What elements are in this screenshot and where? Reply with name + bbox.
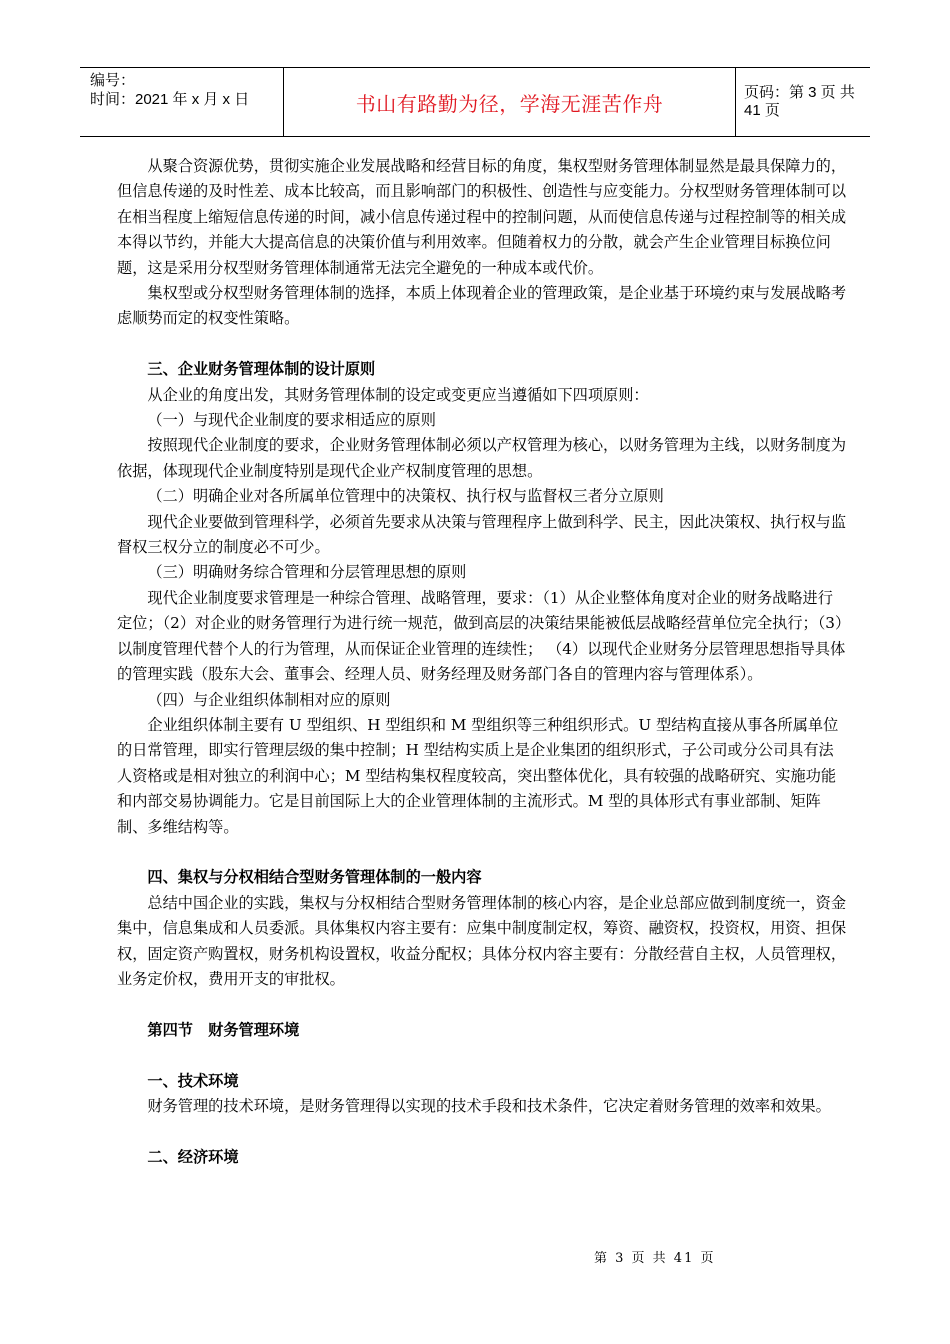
section-heading: 二、经济环境 (147, 1147, 239, 1166)
document-number-label: 编号： (90, 72, 136, 89)
header-right-cell (736, 68, 870, 136)
paragraph: 现代企业要做到管理科学，必须首先要求从决策与管理程序上做到科学、民主，因此决策权、执行权与监督权三权分立的制度必不可少。 (117, 512, 847, 557)
date-label: 时间：2021 年 x 月 x 日 (90, 91, 250, 108)
header-left-cell (80, 68, 283, 136)
document-body (117, 154, 847, 1170)
motto-text: 书山有路勤为径，学海无涯苦作舟 (355, 91, 664, 116)
page-header (80, 67, 870, 137)
paragraph: 现代企业制度要求管理是一种综合管理、战略管理，要求：（1）从企业整体角度对企业的财务战略进行定位；（2）对企业的财务管理行为进行统一规范，做到高层的决策结果能被低层战略经营单位完全执行；（3）以制度管理代替个人的行为管理，从而保证企业管理的连续性； （4）以现代企业财务分层管理思想指导具体的管理实践（股东大会、董事会、经理人员、财务经理及财务部门各自的管理内容与管理体系）。 (117, 588, 846, 684)
section-heading: 一、技术环境 (147, 1071, 239, 1090)
paragraph: 总结中国企业的实践，集权与分权相结合型财务管理体制的核心内容，是企业总部应做到制度统一，资金集中，信息集成和人员委派。具体集权内容主要有：应集中制度制定权，筹资、融资权，投资权，用资、担保权，固定资产购置权，财务机构设置权，收益分配权；具体分权内容主要有：分散经营自主权，人员管理权，业务定价权，费用开支的审批权。 (117, 893, 847, 988)
paragraph: 从聚合资源优势，贯彻实施企业发展战略和经营目标的角度，集权型财务管理体制显然是最具保障力的，但信息传递的及时性差、成本比较高，而且影响部门的积极性、创造性与应变能力。分权型财务管理体制可以在相当程度上缩短信息传递的时间，减小信息传递过程中的控制问题，从而使信息传递与过程控制等的相关成本得以节约，并能大大提高信息的决策价值与利用效率。但随着权力的分散，就会产生企业管理目标换位问题，这是采用分权型财务管理体制通常无法完全避免的一种成本或代价。 (117, 157, 847, 277)
paragraph: 企业组织体制主要有 U 型组织、H 型组织和 M 型组织等三种组织形式。U 型结构直接从事各所属单位的日常管理，即实行管理层级的集中控制；H 型结构实质上是企业集团的组织形式，子公司或分公司具有法人资格或是相对独立的利润中心；M 型结构集权程度较高，突出整体优化，具有较强的战略研究、实施功能和内部交易协调能力。它是目前国际上大的企业管理体制的主流形式。M 型的具体形式有事业部制、矩阵制、多维结构等。 (117, 715, 839, 836)
paragraph: 财务管理的技术环境，是财务管理得以实现的技术手段和技术条件，它决定着财务管理的效率和效果。 (147, 1096, 831, 1115)
chapter-section-title: 第四节 财务管理环境 (147, 1020, 300, 1039)
section-heading: 四、集权与分权相结合型财务管理体制的一般内容 (147, 868, 482, 887)
subheading: （三）明确财务综合管理和分层管理思想的原则 (147, 563, 467, 582)
section-heading: 三、企业财务管理体制的设计原则 (147, 360, 376, 379)
subheading: （四）与企业组织体制相对应的原则 (147, 690, 391, 709)
header-motto-cell (283, 68, 736, 136)
page-number-label: 页码：第 3 页 共 41 页 (744, 84, 855, 119)
paragraph: 集权型或分权型财务管理体制的选择，本质上体现着企业的管理政策，是企业基于环境约束与发展战略考虑顺势而定的权变性策略。 (117, 284, 847, 328)
subheading: （一）与现代企业制度的要求相适应的原则 (147, 411, 436, 430)
page-footer: 第 3 页 共 41 页 (594, 1251, 716, 1266)
paragraph: 按照现代企业制度的要求，企业财务管理体制必须以产权管理为核心，以财务管理为主线，以财务制度为依据，体现现代企业制度特别是现代企业产权制度管理的思想。 (117, 436, 847, 480)
subheading: （二）明确企业对各所属单位管理中的决策权、执行权与监督权三者分立原则 (147, 487, 664, 506)
paragraph: 从企业的角度出发，其财务管理体制的设定或变更应当遵循如下四项原则： (147, 385, 649, 404)
